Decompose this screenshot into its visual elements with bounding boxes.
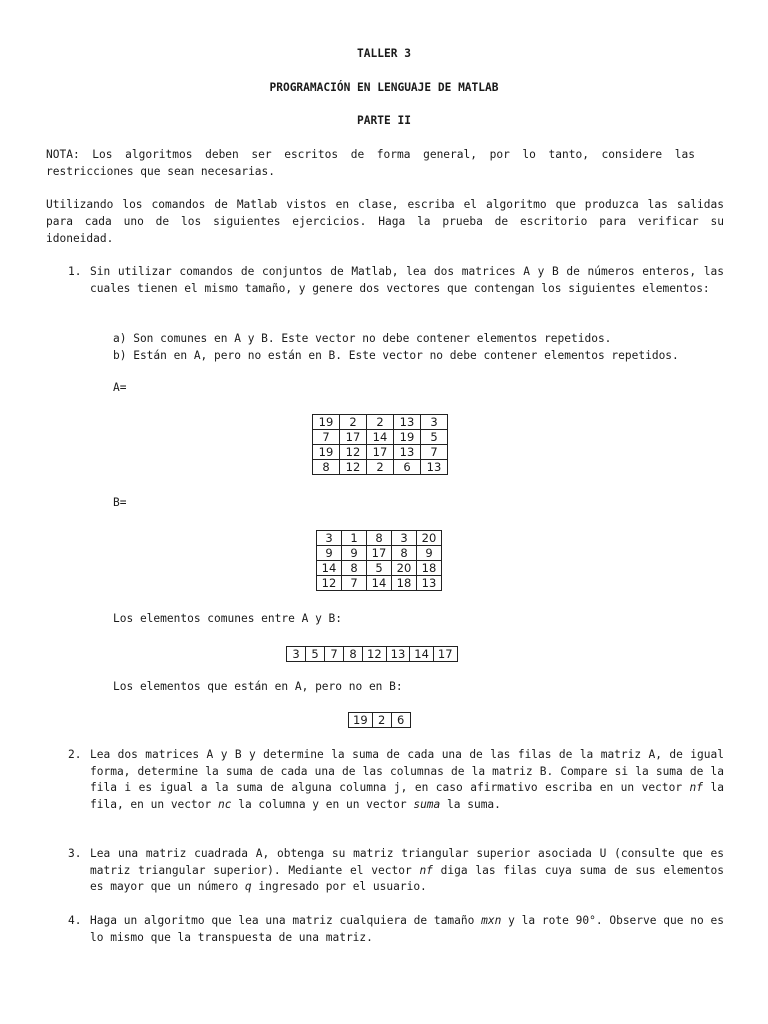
matrix-b-label: B= <box>113 496 127 509</box>
intro-paragraph: Utilizando los comandos de Matlab vistos en clase, escriba el algoritmo que produzca las salidas para cada uno de los siguientes ejercicios. Haga la prueba de escritorio para verificar su idoneidad. <box>46 198 724 245</box>
matrix-cell: 20 <box>417 531 442 546</box>
matrix-cell: 17 <box>433 647 457 662</box>
matrix-row <box>313 445 448 460</box>
matrix-row <box>317 531 442 546</box>
matrix-row <box>317 546 442 561</box>
matrix-cell: 12 <box>363 647 387 662</box>
matrix-cell: 9 <box>417 546 442 561</box>
matrix-row <box>287 647 458 662</box>
matrix-cell: 6 <box>394 460 421 475</box>
nota-paragraph: NOTA: Los algoritmos deben ser escritos de forma general, por lo tanto, considere las restricciones que sean necesarias. <box>46 148 695 178</box>
matrix-cell: 8 <box>367 531 392 546</box>
document-subtitle: PROGRAMACIÓN EN LENGUAJE DE MATLAB <box>269 81 499 94</box>
matrix-cell: 8 <box>313 460 340 475</box>
matrix-cell: 18 <box>392 576 417 591</box>
matrix-cell: 14 <box>367 576 392 591</box>
exercise-number: 2. <box>68 748 82 761</box>
matrix-a-label: A= <box>113 381 127 394</box>
matrix-cell: 2 <box>367 415 394 430</box>
matrix-cell: 19 <box>394 430 421 445</box>
matrix-cell: 19 <box>313 415 340 430</box>
matrix-row <box>349 713 411 728</box>
matrix-cell: 17 <box>367 546 392 561</box>
matrix-cell: 3 <box>317 531 342 546</box>
matrix-cell: 3 <box>421 415 448 430</box>
matrix-cell: 13 <box>394 445 421 460</box>
variable-nf: nf <box>419 863 433 877</box>
matrix-cell: 5 <box>367 561 392 576</box>
variable-nc: nc <box>217 797 232 811</box>
exercise-number: 4. <box>68 914 82 927</box>
matrix-row <box>313 415 448 430</box>
matrix-cell: 7 <box>421 445 448 460</box>
subitem-a: a) Son comunes en A y B. Este vector no debe contener elementos repetidos. <box>113 332 612 345</box>
exercise-1 <box>68 264 724 297</box>
matrix-cell: 7 <box>342 576 367 591</box>
variable-nf: nf <box>689 781 704 794</box>
exercise-text: Lea dos matrices A y B y determine la suma de cada una de las filas de la matriz A, de igual forma, determine la suma de cada una de las columnas de la matriz B. Compare si la suma de la fila i es igual a la suma de alguna columna j, en caso afirmativo escriba en un vector nf la fila, en un vector nc la columna y en un vector suma la suma. <box>90 748 724 811</box>
matrix-cell: 19 <box>349 713 373 728</box>
matrix-cell: 2 <box>340 415 367 430</box>
matrix-row <box>313 430 448 445</box>
matrix-cell: 6 <box>391 713 410 728</box>
document-part: PARTE II <box>357 114 411 127</box>
matrix-a-table <box>312 414 448 475</box>
matrix-cell: 18 <box>417 561 442 576</box>
matrix-cell: 14 <box>367 430 394 445</box>
matrix-cell: 14 <box>317 561 342 576</box>
matrix-cell: 13 <box>394 415 421 430</box>
variable-q: q <box>244 880 252 893</box>
exercise-number: 3. <box>68 847 82 860</box>
common-elements-vector <box>286 646 458 662</box>
subitem-b: b) Están en A, pero no están en B. Este vector no debe contener elementos repetidos. <box>113 349 679 362</box>
matrix-cell: 14 <box>410 647 434 662</box>
matrix-cell: 7 <box>313 430 340 445</box>
matrix-cell: 7 <box>325 647 344 662</box>
matrix-cell: 20 <box>392 561 417 576</box>
matrix-row <box>313 460 448 475</box>
matrix-cell: 9 <box>317 546 342 561</box>
matrix-cell: 17 <box>367 445 394 460</box>
matrix-cell: 13 <box>386 647 410 662</box>
exercise-3 <box>68 846 724 896</box>
exercise-2 <box>68 747 724 813</box>
matrix-cell: 17 <box>340 430 367 445</box>
matrix-cell: 13 <box>417 576 442 591</box>
exercise-4 <box>68 913 724 946</box>
common-elements-label: Los elementos comunes entre A y B: <box>113 612 343 625</box>
exercise-text: Sin utilizar comandos de conjuntos de Matlab, lea dos matrices A y B de números enteros, las cuales tienen el mismo tamaño, y genere dos vectores que contengan los siguientes elementos: <box>90 265 724 295</box>
matrix-cell: 12 <box>317 576 342 591</box>
only-a-elements-vector <box>348 712 411 728</box>
matrix-cell: 5 <box>421 430 448 445</box>
matrix-cell: 1 <box>342 531 367 546</box>
matrix-cell: 8 <box>344 647 363 662</box>
matrix-cell: 3 <box>392 531 417 546</box>
matrix-cell: 8 <box>342 561 367 576</box>
matrix-cell: 9 <box>342 546 367 561</box>
matrix-cell: 12 <box>340 460 367 475</box>
matrix-cell: 2 <box>367 460 394 475</box>
exercise-text: Haga un algoritmo que lea una matriz cualquiera de tamaño mxn y la rote 90°. Observe que no es lo mismo que la transpuesta de una matriz. <box>90 914 724 944</box>
variable-mxn: mxn <box>481 914 502 927</box>
matrix-cell: 3 <box>287 647 306 662</box>
variable-suma: suma <box>413 797 441 811</box>
matrix-cell: 13 <box>421 460 448 475</box>
matrix-cell: 2 <box>372 713 391 728</box>
matrix-cell: 12 <box>340 445 367 460</box>
matrix-cell: 5 <box>306 647 325 662</box>
matrix-row <box>317 561 442 576</box>
document-title: TALLER 3 <box>357 47 411 60</box>
matrix-row <box>317 576 442 591</box>
exercise-text: Lea una matriz cuadrada A, obtenga su matriz triangular superior asociada U (consulte que es matriz triangular superior). Mediante el vector nf diga las filas cuya suma de sus elementos es mayor que un número q ingresado por el usuario. <box>90 847 724 893</box>
matrix-cell: 19 <box>313 445 340 460</box>
matrix-cell: 8 <box>392 546 417 561</box>
exercise-number: 1. <box>68 265 82 278</box>
only-a-elements-label: Los elementos que están en A, pero no en B: <box>113 680 403 693</box>
matrix-b-table <box>316 530 442 591</box>
